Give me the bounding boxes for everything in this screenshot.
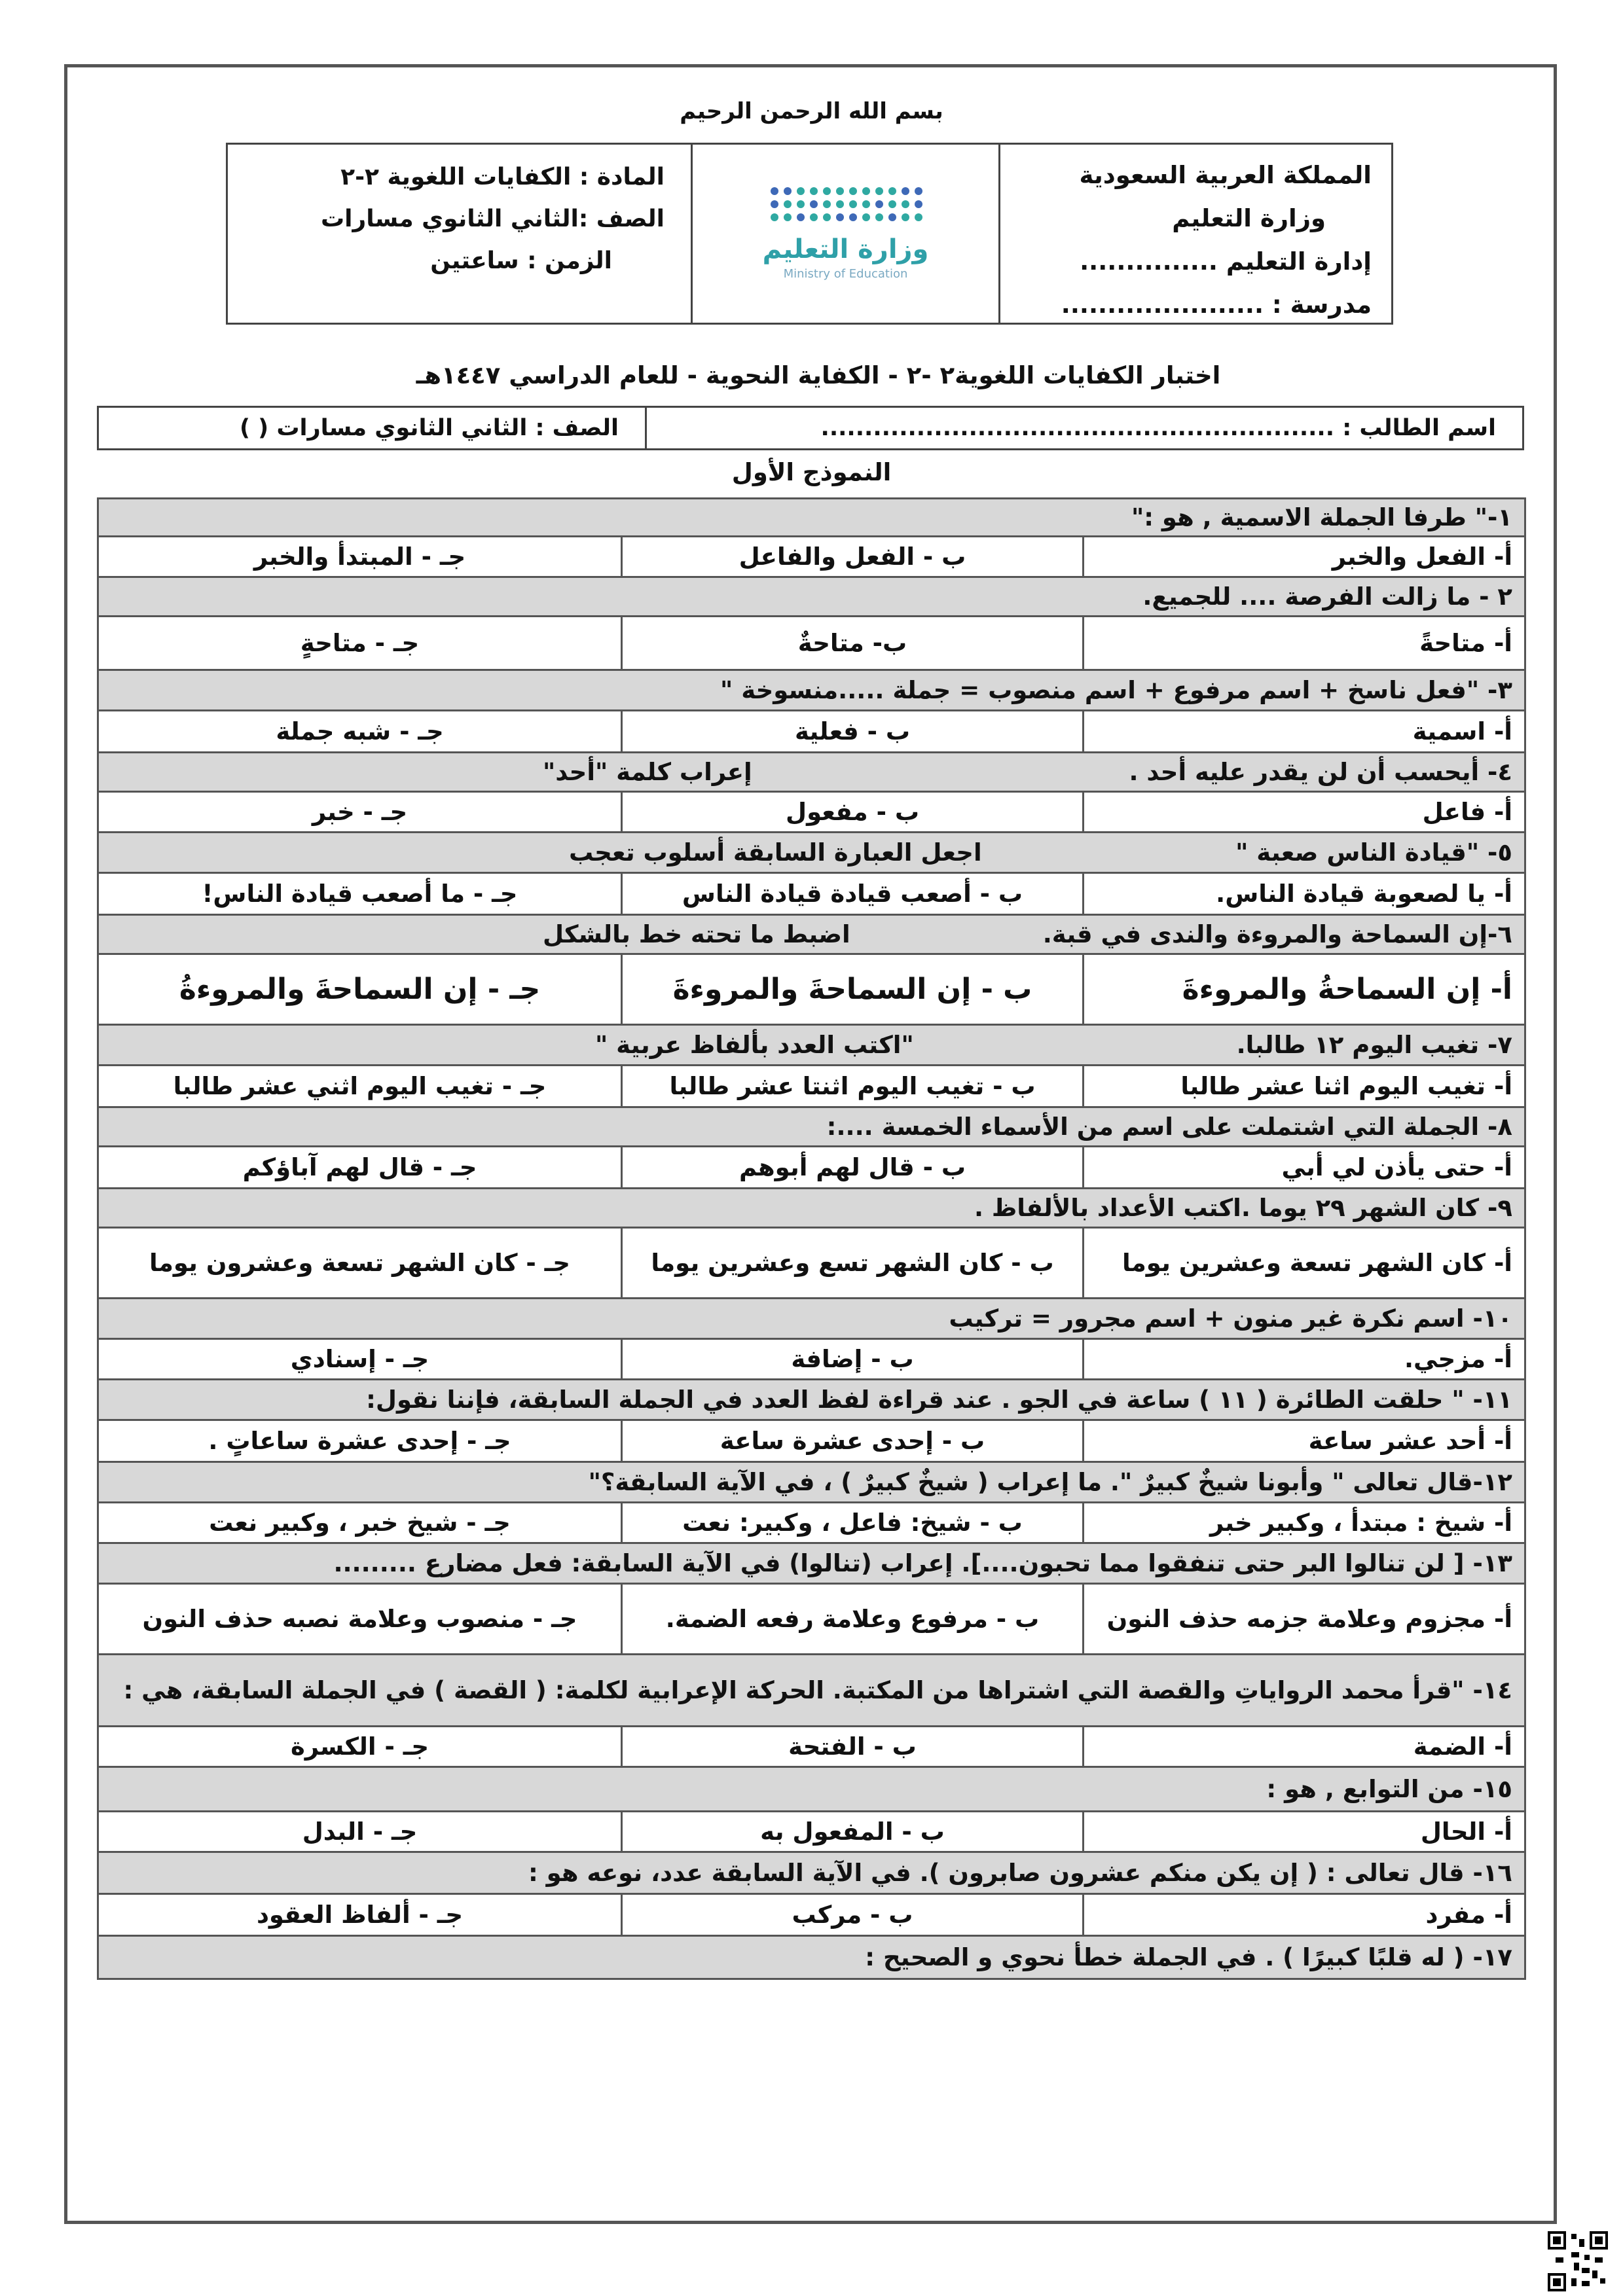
question-row	[98, 1655, 1525, 1727]
option-c[interactable]: جـ - كان الشهر تسعة وعشرون يوما	[98, 1228, 622, 1299]
option-c[interactable]: جـ - ما أصعب قيادة الناس!	[98, 873, 622, 915]
header-country: المملكة العربية السعودية	[1079, 161, 1372, 189]
option-a[interactable]: أ- أحد عشر ساعة	[1084, 1420, 1525, 1462]
option-b[interactable]: ب - إضافة	[622, 1339, 1084, 1380]
option-c[interactable]: جـ - ألفاظ العقود	[98, 1894, 622, 1936]
header-directorate: إدارة التعليم ...............	[1080, 247, 1372, 276]
question-row	[98, 1936, 1525, 1979]
question-text: ١-" طرفا الجملة الاسمية , هو :"	[98, 499, 1525, 537]
option-a[interactable]: أ- الحال	[1084, 1812, 1525, 1852]
question-row	[98, 1543, 1525, 1584]
option-b[interactable]: ب - إحدى عشرة ساعة	[622, 1420, 1084, 1462]
question-row	[98, 499, 1525, 537]
logo-text-english: Ministry of Education	[783, 266, 908, 281]
option-a[interactable]: أ- إن السماحةُ والمروءةَ	[1084, 954, 1525, 1025]
exam-title: اختبار الكفايات اللغوية٢ -٢ - الكفاية النحوية - للعام الدراسي ١٤٤٧هـ	[416, 361, 1221, 389]
option-c[interactable]: جـ - شبه جملة	[98, 711, 622, 753]
question-instruction: إعراب كلمة "أحد"	[543, 758, 752, 786]
option-b[interactable]: ب - شيخ: فاعل ، وكبير: نعت	[622, 1503, 1084, 1543]
option-a[interactable]: أ- مفرد	[1084, 1894, 1525, 1936]
option-b[interactable]: ب - أصعب قيادة قيادة الناس	[622, 873, 1084, 915]
option-c[interactable]: جـ - المبتدأ والخبر	[98, 537, 622, 577]
student-class-field: الصف : الثاني الثانوي مسارات ( )	[239, 415, 619, 441]
student-name-field[interactable]: اسم الطالب : ...........................................................	[645, 408, 1522, 448]
answer-row	[98, 792, 1525, 833]
question-instruction: اجعل العبارة السابقة أسلوب تعجب	[569, 838, 982, 867]
qr-code-icon	[1545, 2229, 1611, 2294]
option-c[interactable]: جـ - شيخ خبر ، وكبير نعت	[98, 1503, 622, 1543]
question-text: ٥- "قيادة الناس صعبة "	[1235, 838, 1512, 867]
option-c[interactable]: جـ - البدل	[98, 1812, 622, 1852]
option-c[interactable]: جـ - إسنادي	[98, 1339, 622, 1380]
header-subject	[228, 145, 691, 323]
option-c[interactable]: جـ - إن السماحةَ والمروءةُ	[98, 954, 622, 1025]
question-row	[98, 1299, 1525, 1339]
question-text: ١٧- ( له قلبًا كبيرًا ) . في الجملة خطأ نحوي و الصحيح :	[98, 1936, 1525, 1979]
header-box	[226, 143, 1393, 325]
answer-row	[98, 873, 1525, 915]
header-logo	[691, 145, 998, 323]
option-b[interactable]: ب - تغيب اليوم اثنتا عشر طالبا	[622, 1066, 1084, 1107]
header-grade: الصف :الثاني الثانوي مسارات	[320, 206, 665, 232]
header-ministry	[998, 145, 1391, 323]
header-duration: الزمن : ساعتين	[430, 247, 612, 274]
header-school: مدرسة : ......................	[1061, 291, 1372, 319]
question-row	[98, 577, 1525, 617]
option-a[interactable]: أ- فاعل	[1084, 792, 1525, 833]
option-c[interactable]: جـ - تغيب اليوم اثني عشر طالبا	[98, 1066, 622, 1107]
question-text: ١٣- [ لن تنالوا البر حتى تنفقوا مما تحبون....]. إعراب (تنالوا) في الآية السابقة: فعل مضارع .........	[98, 1543, 1525, 1584]
option-b[interactable]: ب - الفعل والفاعل	[622, 537, 1084, 577]
option-b[interactable]: ب - مرفوع وعلامة رفعه الضمة.	[622, 1584, 1084, 1655]
question-row	[98, 915, 1525, 954]
option-c[interactable]: جـ - الكسرة	[98, 1727, 622, 1767]
option-a[interactable]: أ- مزجي.	[1084, 1339, 1525, 1380]
option-a[interactable]: أ- تغيب اليوم اثنا عشر طالبا	[1084, 1066, 1525, 1107]
question-instruction: اضبط ما تحته خط بالشكل	[543, 920, 850, 948]
question-row	[98, 833, 1525, 873]
question-row	[98, 753, 1525, 792]
option-a[interactable]: أ- اسمية	[1084, 711, 1525, 753]
option-c[interactable]: جـ - إحدى عشرة ساعاتٍ .	[98, 1420, 622, 1462]
question-text: ٤- أيحسب أن لن يقدر عليه أحد .	[1129, 758, 1512, 786]
header-ministry-name: وزارة التعليم	[1172, 204, 1326, 232]
option-a[interactable]: أ- يا لصعوبة قيادة الناس.	[1084, 873, 1525, 915]
question-text: ٨- الجملة التي اشتملت على اسم من الأسماء الخمسة ....:	[98, 1107, 1525, 1147]
question-row	[98, 1189, 1525, 1228]
question-row	[98, 1025, 1525, 1066]
option-a[interactable]: أ- الضمة	[1084, 1727, 1525, 1767]
option-b[interactable]: ب - مفعول	[622, 792, 1084, 833]
answer-row	[98, 711, 1525, 753]
question-text: ٧- تغيب اليوم ١٢ طالبا.	[1236, 1031, 1512, 1059]
question-text: ٢ - ما زالت الفرصة .... للجميع.	[98, 577, 1525, 617]
model-title: النموذج الأول	[731, 458, 892, 486]
option-b[interactable]: ب - كان الشهر تسع وعشرين يوما	[622, 1228, 1084, 1299]
answer-row	[98, 1503, 1525, 1543]
answer-row	[98, 1339, 1525, 1380]
option-a[interactable]: أ- مجزوم وعلامة جزمه حذف النون	[1084, 1584, 1525, 1655]
question-text: ١٦- قال تعالى : ( إن يكن منكم عشرون صابرون ). في الآية السابقة عدد، نوعه هو :	[98, 1852, 1525, 1894]
option-b[interactable]: ب - إن السماحةَ والمروءةَ	[622, 954, 1084, 1025]
answer-row	[98, 1420, 1525, 1462]
answer-row	[98, 1066, 1525, 1107]
option-b[interactable]: ب - فعلية	[622, 711, 1084, 753]
option-b[interactable]: ب - المفعول به	[622, 1812, 1084, 1852]
question-row	[98, 1380, 1525, 1420]
logo-text-arabic: وزارة التعليم	[762, 234, 929, 264]
question-text: ١٠- اسم نكرة غير منون + اسم مجرور = تركيب	[98, 1299, 1525, 1339]
questions-table	[97, 497, 1526, 1980]
answer-row	[98, 1812, 1525, 1852]
question-row	[98, 670, 1525, 711]
ministry-logo-icon	[769, 187, 922, 221]
question-text: ١١- " حلقت الطائرة ( ١١ ) ساعة في الجو . عند قراءة لفظ العدد في الجملة السابقة، فإننا نقول:	[98, 1380, 1525, 1420]
option-b[interactable]: ب - قال لهم أبوهم	[622, 1147, 1084, 1189]
header-subject-name: المادة : الكفايات اللغوية ٢-٢	[340, 164, 665, 190]
answer-row	[98, 1584, 1525, 1655]
question-instruction: "اكتب العدد بألفاظ عربية "	[595, 1031, 914, 1059]
answer-row	[98, 954, 1525, 1025]
question-row	[98, 1767, 1525, 1812]
option-a[interactable]: أ- حتى يأذن لي أبي	[1084, 1147, 1525, 1189]
option-b[interactable]: ب- متاحةٌ	[622, 617, 1084, 670]
question-text: ١٤- "قرأ محمد الرواياتِ والقصة التي اشتراها من المكتبة. الحركة الإعرابية لكلمة: ( القصة ) في الجملة السابقة، هي :	[98, 1655, 1525, 1727]
question-text: ١٢-قال تعالى " وأبونا شيخٌ كبيرٌ ". ما إعراب ( شيخٌ كبيرٌ ) ، في الآية السابقة؟"	[98, 1462, 1525, 1503]
option-a[interactable]: أ- شيخ : مبتدأ ، وكبير خبر	[1084, 1503, 1525, 1543]
answer-row	[98, 1147, 1525, 1189]
question-text: ١٥- من التوابع , هو :	[98, 1767, 1525, 1812]
option-a[interactable]: أ- الفعل والخبر	[1084, 537, 1525, 577]
option-a[interactable]: أ- متاحةً	[1084, 617, 1525, 670]
question-row	[98, 1107, 1525, 1147]
question-row	[98, 1852, 1525, 1894]
question-text: ٩- كان الشهر ٢٩ يوما .اكتب الأعداد بالألفاظ .	[98, 1189, 1525, 1228]
student-info-box	[97, 406, 1524, 450]
answer-row	[98, 537, 1525, 577]
option-c[interactable]: جـ - متاحةٍ	[98, 617, 622, 670]
option-c[interactable]: جـ - خبر	[98, 792, 622, 833]
question-row	[98, 1462, 1525, 1503]
option-a[interactable]: أ- كان الشهر تسعة وعشرين يوما	[1084, 1228, 1525, 1299]
answer-row	[98, 1228, 1525, 1299]
option-b[interactable]: ب - مركب	[622, 1894, 1084, 1936]
option-c[interactable]: جـ - منصوب وعلامة نصبه حذف النون	[98, 1584, 622, 1655]
question-text: ٣- "فعل ناسخ + اسم مرفوع + اسم منصوب = جملة .....منسوخة "	[98, 670, 1525, 711]
answer-row	[98, 617, 1525, 670]
answer-row	[98, 1727, 1525, 1767]
answer-row	[98, 1894, 1525, 1936]
option-c[interactable]: جـ - قال لهم آباؤكم	[98, 1147, 622, 1189]
option-b[interactable]: ب - الفتحة	[622, 1727, 1084, 1767]
question-text: ٦-إن السماحة والمروءة والندى في قبة.	[1042, 920, 1512, 948]
basmala: بسم الله الرحمن الرحيم	[680, 98, 943, 124]
